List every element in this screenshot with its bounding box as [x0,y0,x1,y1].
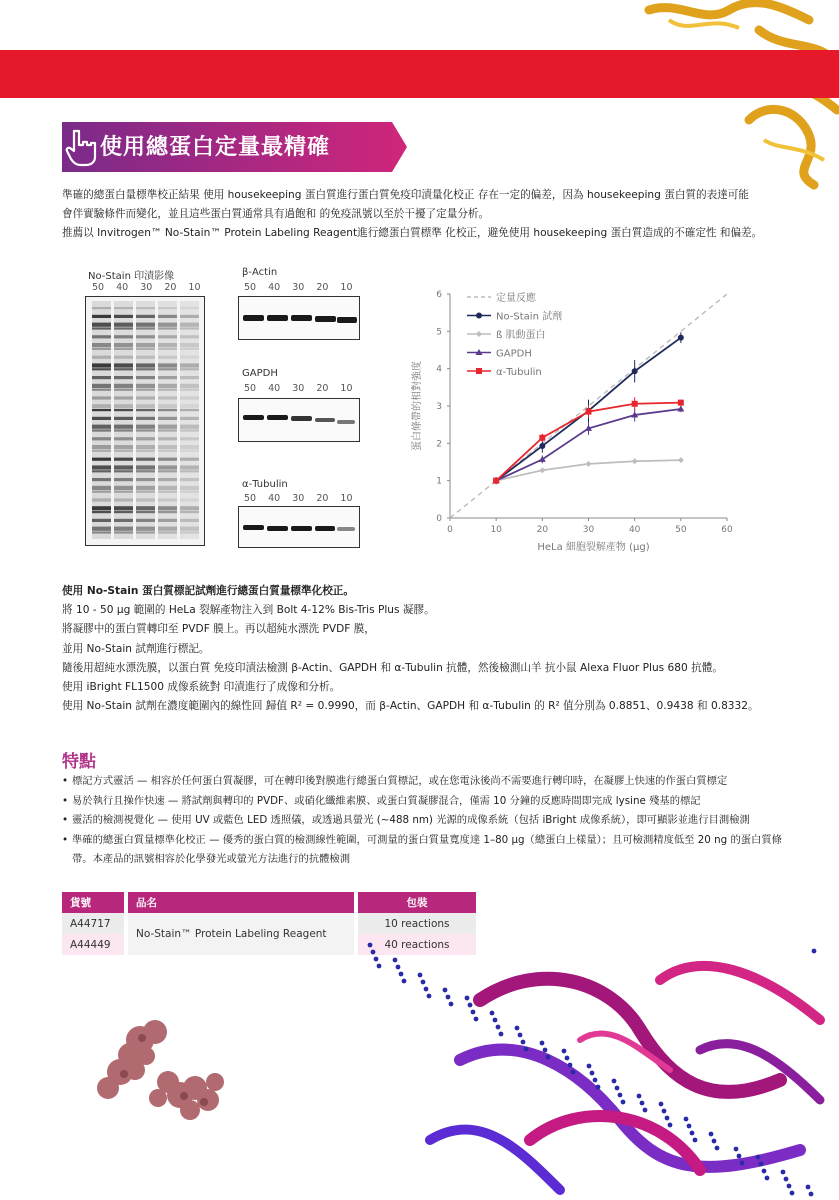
legend-item [467,310,562,323]
actin-label: β-Actin [242,267,278,278]
x-tick-label: 30 [582,525,595,535]
page-title-banner [62,122,407,172]
relative-intensity-chart [405,286,745,561]
intro-line: 推薦以 Invitrogen™ No-Stain™ Protein Labeling Reagent進行總蛋白質標準 化校正，避免使用 housekeeping 蛋白質造成的不確定性 和偏差。 [62,227,763,239]
protein-structure-image-top [609,0,839,200]
methods-line: 使用 iBright FL1500 成像系統對 印漬進行了成像和分析。 [62,681,341,694]
y-tick-label: 3 [436,402,442,412]
y-tick-label: 6 [436,290,442,300]
product-name: No-Stain™ Protein Labeling Reagent [128,913,354,955]
x-tick-label: 0 [447,525,453,535]
features-list [62,772,782,870]
legend-label: No-Stain 試劑 [496,311,563,323]
methods-heading: 使用 No-Stain 蛋白質標記試劑進行總蛋白質量標準化校正。 [62,585,354,597]
feature-item: • 準確的總蛋白質量標準化校正 — 優秀的蛋白質的檢測線性範圍，可測量的蛋白質量寬度達 1–80 µg（總蛋白上樣量）；且可檢測精度低至 20 ng 的蛋白質條帶。本產品的訊號相容於化學發光或螢光方法進行的抗體檢測 [62,831,782,870]
package-size: 10 reactions [358,913,476,934]
intro-line: 會伴實驗條件而變化，並且這些蛋白質通常具有過飽和 的免疫訊號以至於干擾了定量分析。 [62,208,490,220]
legend-label: GAPDH [496,348,532,360]
gapdh-lanes: 50 40 30 20 10 [244,383,353,394]
y-tick-label: 2 [436,439,442,450]
y-tick-label: 4 [436,364,442,375]
x-axis-label: HeLa 細胞裂解產物 (µg) [537,542,650,553]
data-point [539,443,545,449]
header-product: 品名 [128,892,354,913]
features-title: 特點 [62,752,96,772]
no-stain-blot-image [85,296,205,546]
y-tick-label: 1 [436,476,442,487]
tubulin-label: α-Tubulin [242,479,288,490]
x-tick-label: 10 [490,525,502,535]
data-point [539,467,545,473]
x-tick-label: 50 [675,525,687,535]
legend-label: α-Tubulin [496,367,542,378]
catalog-number: A44449 [62,934,124,955]
data-point [586,409,592,415]
data-point [678,457,684,463]
legend-item [467,328,545,341]
methods-line: 使用 No-Stain 試劑在濃度範圍內的線性回 歸值 R² = 0.9990，而 β-Actin、GAPDH 和 α-Tubulin 的 R² 值分別為 0.8851、0.9438 和 0.8332。 [62,700,759,713]
data-point [493,478,499,484]
methods-line: 隨後用超純水漂洗膜，以蛋白質 免疫印漬法檢測 β-Actin、GAPDH 和 α-Tubulin 抗體，然後檢測山羊 抗小鼠 Alexa Fluor Plus 680 抗體。 [62,661,723,674]
legend-label: 定量反應 [496,293,536,304]
feature-item: • 靈活的檢測視覺化 — 使用 UV 或藍色 LED 透照儀，或透過具螢光 (~488 nm) 光源的成像系統（包括 iBright 成像系統），即可顯影並進行目測檢測 [62,811,782,831]
legend-item [467,367,542,378]
gapdh-label: GAPDH [242,368,278,379]
page-title: 使用總蛋白定量最精確 [100,135,331,160]
feature-item: • 易於執行且操作快速 — 將試劑與轉印的 PVDF、或硝化纖維素膜、或蛋白質凝膠混合，僅需 10 分鐘的反應時間即完成 lysine 殘基的標記 [62,792,782,812]
y-axis-label: 蛋白條帶的相對強度 [412,361,423,451]
methods-line: 並用 No-Stain 試劑進行標記。 [62,642,210,655]
tubulin-lanes: 50 40 30 20 10 [244,493,353,504]
intro-paragraph [62,186,782,243]
catalog-number: A44717 [62,913,124,934]
legend-item [467,349,532,360]
methods-line: 將凝膠中的蛋白質轉印至 PVDF 膜上。再以超純水漂洗 PVDF 膜， [62,623,375,636]
tubulin-blot-image [238,506,360,548]
intro-line: 準確的總蛋白量標準校正結果 使用 housekeeping 蛋白質進行蛋白質免疫印漬量化校正 存在一定的偏差，因為 housekeeping 蛋白質的表達可能 [62,189,749,201]
package-size: 40 reactions [358,934,476,955]
header-bar [0,50,839,98]
x-tick-label: 20 [536,525,549,535]
gel-main-label: No-Stain 印漬影像 [88,271,175,282]
x-tick-label: 40 [628,525,641,535]
y-tick-label: 0 [436,514,442,524]
y-tick-label: 5 [436,327,442,338]
gapdh-blot-image [238,398,360,442]
feature-item: • 標記方式靈活 — 相容於任何蛋白質凝膠，可在轉印後對膜進行總蛋白質標記，或在您電泳後尚不需要進行轉印時，在凝膠上快速的作蛋白質標定 [62,772,782,792]
data-point [539,435,545,441]
header-catalog: 貨號 [62,892,124,913]
x-tick-label: 60 [721,525,733,535]
hand-pointer-icon [64,127,98,167]
gel-main-lanes: 50 40 30 20 10 [92,282,201,293]
methods-section [62,582,782,716]
table-header-row [62,892,476,913]
table-row [62,913,476,934]
actin-blot-image [238,296,360,340]
data-point [586,461,592,467]
actin-lanes: 50 40 30 20 10 [244,282,353,293]
legend-label: ß 肌動蛋白 [496,330,546,341]
header-package: 包裝 [358,892,476,913]
data-point [678,335,684,341]
protein-structure-image-bottom [280,940,839,1200]
antibody-structure-image [80,1010,240,1130]
legend-item [467,291,537,304]
data-point [632,368,638,374]
data-point [632,458,638,464]
methods-line: 將 10 - 50 µg 範圍的 HeLa 裂解產物注入到 Bolt 4-12% Bis-Tris Plus 凝膠。 [62,604,435,617]
data-point [632,401,638,407]
data-point [678,400,684,406]
